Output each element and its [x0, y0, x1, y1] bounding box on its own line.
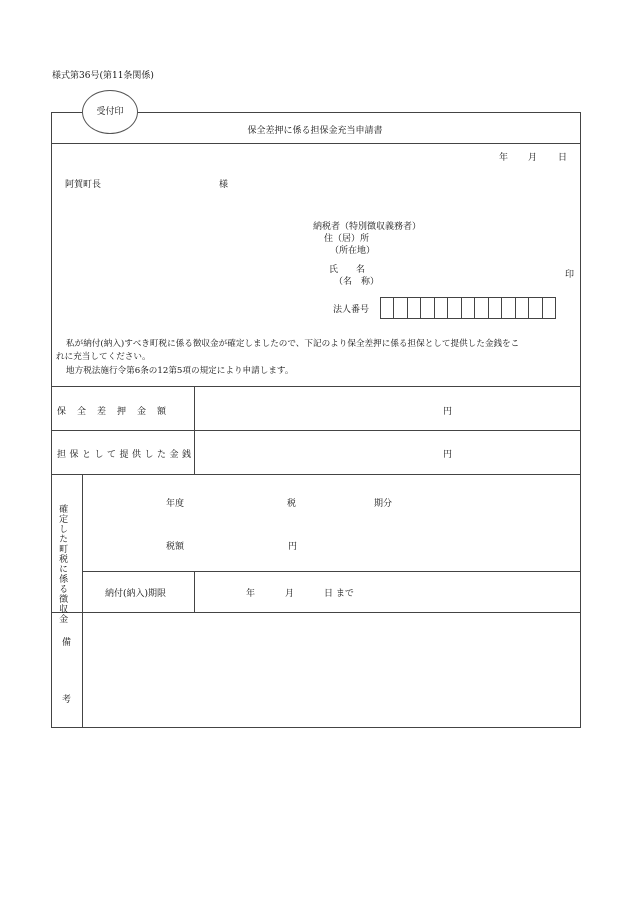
taxpayer-role: 納税者（特別徴収義務者）	[313, 222, 422, 232]
tax-label: 税	[287, 499, 297, 509]
date-day: 日	[558, 153, 568, 163]
corporate-number-digit-box[interactable]	[435, 298, 448, 318]
tax-amount-label: 税額	[166, 542, 185, 552]
seal-mark: 印	[565, 270, 575, 280]
corporate-number-digit-box[interactable]	[516, 298, 529, 318]
corporate-number-boxes[interactable]	[380, 297, 556, 319]
addressee-honorific: 様	[219, 180, 229, 190]
request-text-line3: 地方税法施行令第6条の12第5項の規定により申請します。	[66, 366, 294, 376]
corporate-number-digit-box[interactable]	[448, 298, 461, 318]
form-frame	[51, 112, 581, 728]
corporate-number-digit-box[interactable]	[475, 298, 488, 318]
date-year: 年	[499, 153, 509, 163]
request-text-line1: 私が納付(納入)すべき町税に係る徴収金が確定しましたので、下記のより保全差押に係る担保として提供した金銭をこ	[66, 339, 520, 349]
name-label: 氏 名	[329, 265, 366, 275]
col-divider-top	[194, 386, 195, 474]
col-divider-deadline	[194, 571, 195, 612]
address-sub-label: （所在地）	[330, 246, 376, 256]
corporate-number-digit-box[interactable]	[462, 298, 475, 318]
reception-stamp: 受付印	[82, 90, 138, 134]
deadline-day: 日 まで	[324, 589, 354, 599]
seizure-amount-unit: 円	[443, 407, 453, 417]
confirmed-tax-label: 確定した町税に係る徴収金	[57, 504, 68, 624]
deadline-month: 月	[285, 589, 295, 599]
divider-collateral	[52, 474, 580, 475]
divider-seizure	[52, 430, 580, 431]
remarks-label-2: 考	[62, 695, 72, 705]
corporate-number-digit-box[interactable]	[543, 298, 555, 318]
divider-confirmed	[52, 612, 580, 613]
date-month: 月	[528, 153, 538, 163]
name-sub-label: （名 称）	[334, 277, 380, 287]
col-divider-left	[82, 474, 83, 727]
corporate-number-digit-box[interactable]	[408, 298, 421, 318]
divider-tax-detail	[82, 571, 580, 572]
corporate-number-digit-box[interactable]	[529, 298, 542, 318]
corporate-number-digit-box[interactable]	[489, 298, 502, 318]
installment-label: 期分	[374, 499, 393, 509]
divider-title	[52, 143, 580, 144]
corporate-number-label: 法人番号	[333, 305, 370, 315]
divider-body	[52, 386, 580, 387]
corporate-number-digit-box[interactable]	[381, 298, 394, 318]
remarks-label-1: 備	[62, 638, 72, 648]
fiscal-year-label: 年度	[166, 499, 185, 509]
deadline-label: 納付(納入)期限	[105, 589, 167, 599]
collateral-money-label: 担保として提供した金銭	[57, 450, 195, 460]
form-title: 保全差押に係る担保金充当申請書	[247, 126, 383, 136]
form-number: 様式第36号(第11条関係)	[52, 71, 154, 81]
deadline-year: 年	[246, 589, 256, 599]
request-text-line2: れに充当してください。	[56, 352, 151, 362]
corporate-number-digit-box[interactable]	[421, 298, 434, 318]
address-label: 住（居）所	[324, 234, 370, 244]
seizure-amount-label: 保全差押金額	[57, 407, 178, 417]
tax-amount-unit: 円	[288, 542, 298, 552]
corporate-number-digit-box[interactable]	[502, 298, 515, 318]
collateral-money-unit: 円	[443, 450, 453, 460]
corporate-number-digit-box[interactable]	[394, 298, 407, 318]
addressee-name: 阿賀町長	[65, 180, 102, 190]
